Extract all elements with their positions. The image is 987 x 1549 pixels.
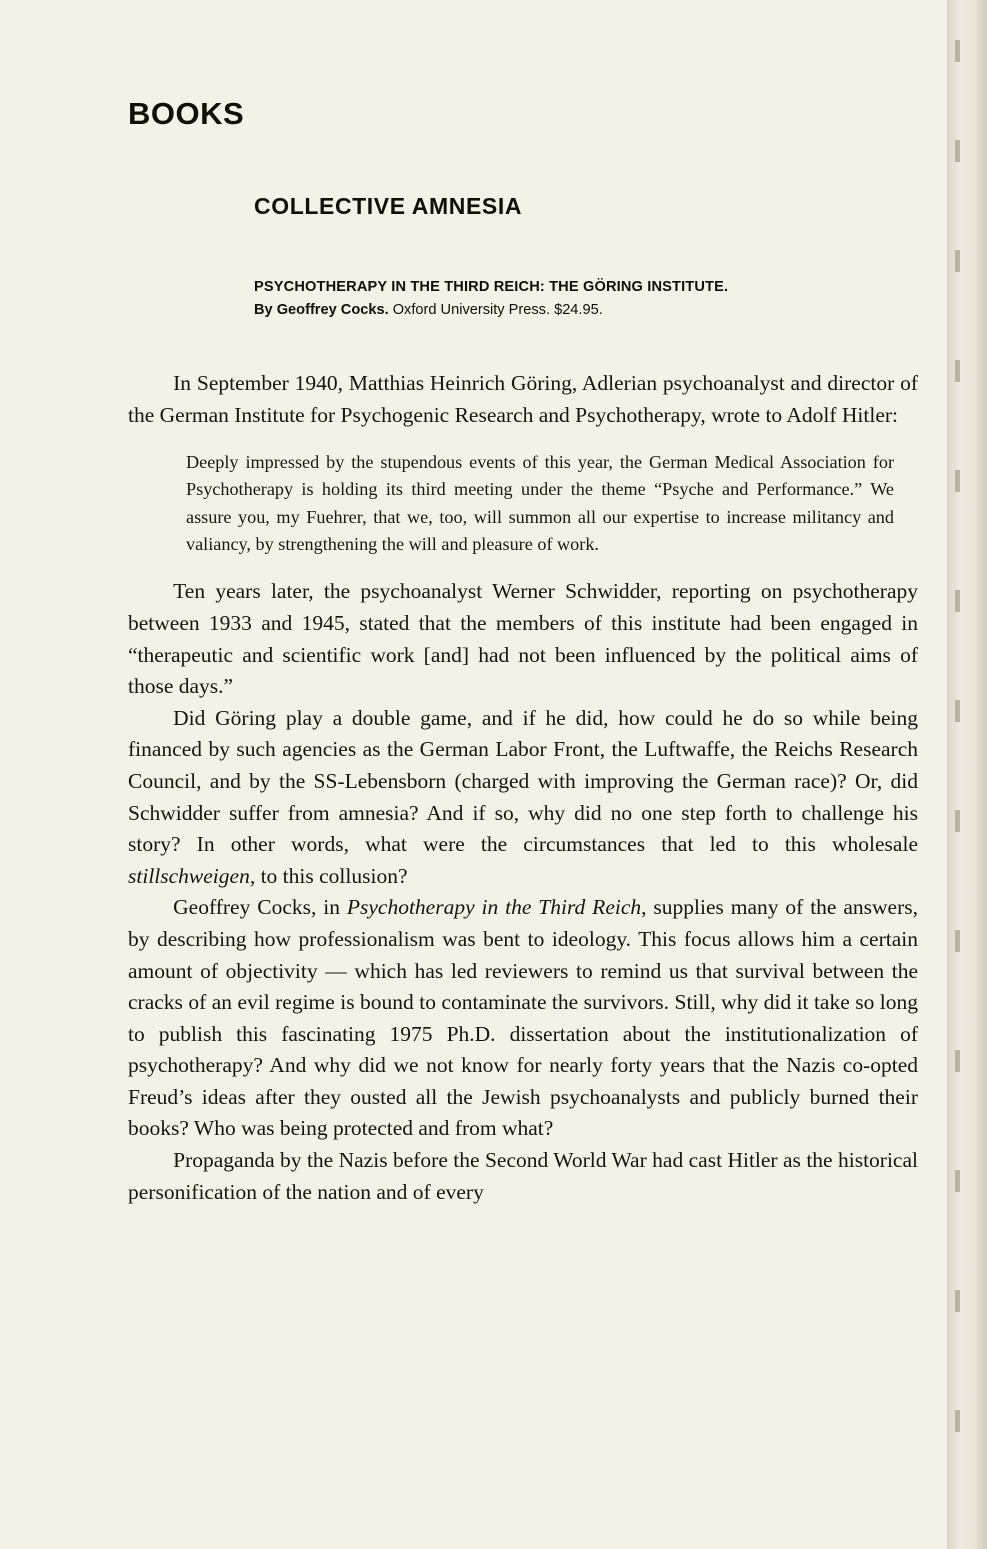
page-content [128,0,918,1549]
paragraph-1: In September 1940, Matthias Heinrich Göring, Adlerian psychoanalyst and director of the German Institute for Psychogenic Research and Psychotherapy, wrote to Adolf Hitler: [128,371,918,427]
book-publisher-price: Oxford University Press. $24.95. [388,301,603,318]
book-author-line [254,299,920,322]
section-heading: BOOKS [128,96,245,131]
block-quote [128,449,918,558]
paragraph-3-italic-term: stillschweigen, [128,863,256,888]
book-gutter-shadow [947,0,987,1549]
paragraph-4-part-a: Geoffrey Cocks, in [173,895,347,920]
article-body [128,368,918,1208]
paragraph-3-part-a: Did Göring play a double game, and if he did, how could he do so while being financed by such agencies as the German Labor Front, the Luftwaffe, the Reichs Research Council, and by the SS-Lebensborn (charged with improving the German race)? Or, did Schwidder suffer from amnesia? And if so, why did no one step forth to challenge his story? In other words, what were the circumstances that led to this wholesale [128,705,918,857]
paragraph-3 [128,703,918,893]
paragraph-4-part-b: , supplies many of the answers, by describing how professionalism was bent to ideology. This focus allows him a certain amount of objectivity — which has led reviewers to remind us that survival between the cracks of an evil regime is bound to contaminate the survivors. Still, why did it take so long to publish this fascinating 1975 Ph.D. dissertation about the institutionalization of psychotherapy? And why did we not know for nearly forty years that the Nazis co-opted Freud’s ideas after they ousted all the Jewish psychoanalysts and publicly burned their books? Who was being protected and from what? [128,895,918,1141]
block-quote-text: Deeply impressed by the stupendous events of this year, the German Medical Association for Psychotherapy is holding its third meeting under the theme “Psyche and Performance.” We assure you, my Fuehrer, that we, too, will summon all our expertise to increase militancy and valiancy, by strengthening the will and pleasure of work. [186,452,894,555]
binding-marks [955,0,960,1549]
book-author: By Geoffrey Cocks. [254,301,389,318]
paragraph-3-part-b: to this collusion? [255,863,408,888]
book-title-line: PSYCHOTHERAPY IN THE THIRD REICH: THE GÖRING INSTITUTE. [254,279,729,295]
book-citation [254,276,920,321]
paragraph-2: Ten years later, the psychoanalyst Werner Schwidder, reporting on psychotherapy between 1933 and 1945, stated that the members of this institute had been engaged in “therapeutic and scientific work [and] had not been influenced by the political aims of those days.” [128,579,918,699]
paragraph-5: Propaganda by the Nazis before the Second World War had cast Hitler as the historical personification of the nation and of every [128,1148,918,1204]
paragraph-4-italic-book-title: Psychotherapy in the Third Reich [346,895,642,920]
article-title: COLLECTIVE AMNESIA [254,193,523,219]
paragraph-4 [128,892,918,1145]
